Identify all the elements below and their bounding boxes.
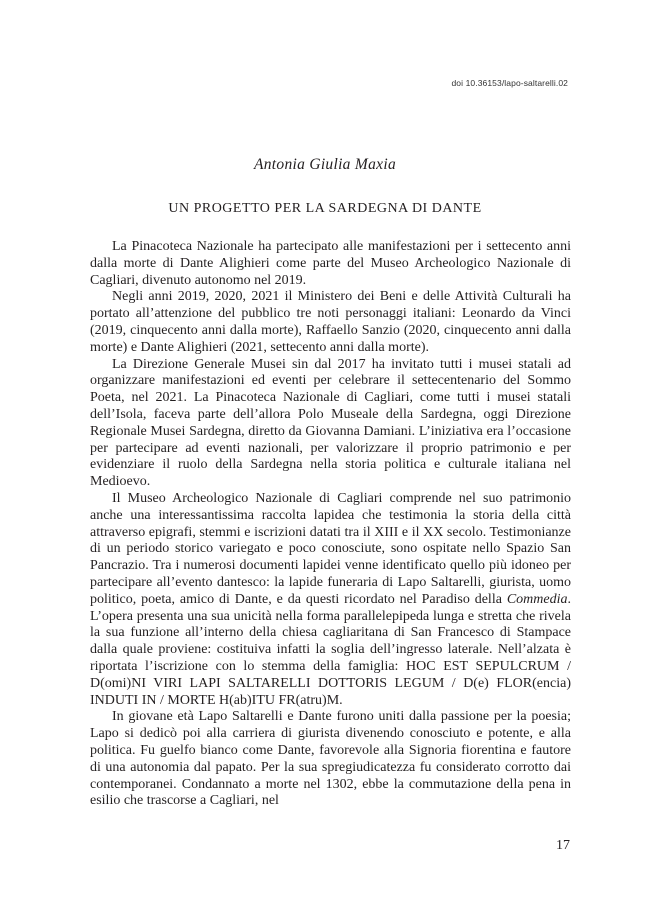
paragraph-1: La Pinacoteca Nazionale ha partecipato alle manifestazioni per i settecento anni dalla morte di Dante Alighieri come parte del Museo Archeologico Nazionale di Cagliari, divenuto autonomo nel 2019.: [90, 239, 571, 288]
commedia-title: Commedia: [506, 591, 568, 607]
paragraph-4-text-before: Il Museo Archeologico Nazionale di Cagliari comprende nel suo patrimonio anche una interessantissima raccolta lapidea che testimonia la storia della città attraverso epigrafi, stemmi e iscrizioni datati tra il XIII e il XX secolo. Testimonianze di un periodo storico variegato e poco conosciute, sono ospitate nello Spazio San Pancrazio. Tra i numerosi documenti lapidei venne identificato quello più idoneo per partecipare all’evento dantesco: la lapide funeraria di Lapo Saltarelli, giurista, uomo politico, poeta, amico di Dante, e da questi ricordato nel Paradiso della: [90, 490, 571, 607]
page-number: 17: [556, 838, 570, 853]
paragraph-2: Negli anni 2019, 2020, 2021 il Ministero dei Beni e delle Attività Culturali ha portato all’attenzione del pubblico tre noti personaggi italiani: Leonardo da Vinci (2019, cinquecento anni dalla morte), Raffaello Sanzio (2020, cinquecento anni dalla morte) e Dante Alighieri (2021, settecento anni dalla morte).: [90, 289, 571, 355]
paragraph-4: [90, 491, 571, 709]
article-body: [90, 239, 571, 810]
paragraph-3: La Direzione Generale Musei sin dal 2017 ha invitato tutti i musei statali ad organizzare manifestazioni ed eventi per celebrare il settecentenario del Sommo Poeta, nel 2021. La Pinacoteca Nazionale di Cagliari, come tutti i musei statali dell’Isola, faceva parte dell’allora Polo Museale della Sardegna, oggi Direzione Regionale Musei Sardegna, diretto da Giovanna Damiani. L’iniziativa era l’occasione per partecipare ad eventi nazionali, per valorizzare il proprio patrimonio e per evidenziare il ruolo della Sardegna nella storia politica e culturale italiana nel Medioevo.: [90, 356, 571, 490]
doi-header: doi 10.36153/lapo-saltarelli.02: [451, 78, 568, 88]
paragraph-4-text-after: . L’opera presenta una sua unicità nella forma parallelepipeda lunga e stretta che rivela la sua funzione all’interno della chiesa cagliaritana di San Francesco di Stampace dalla quale proviene: costituiva infatti la soglia dell’ingresso laterale. Nell’alzata è riportata l’iscrizione con lo stemma della famiglia: HOC EST SEPULCRUM / D(omi)NI VIRI LAPI SALTARELLI DOTTORIS LEGUM / D(e) FLOR(encia) INDUTI IN / MORTE H(ab)ITU FR(atru)M.: [90, 591, 571, 708]
author-name: Antonia Giulia Maxia: [253, 156, 397, 173]
article-title: UN PROGETTO PER LA SARDEGNA DI DANTE: [168, 201, 482, 216]
paragraph-5: In giovane età Lapo Saltarelli e Dante furono uniti dalla passione per la poesia; Lapo si dedicò poi alla carriera di giurista divenendo conosciuto e potente, e alla politica. Fu guelfo bianco come Dante, favorevole alla Signoria fiorentina e fautore di una autonomia dal papato. Per la sua spregiudicatezza fu considerato corrotto dai contemporanei. Condannato a morte nel 1302, ebbe la commutazione della pena in esilio che trascorse a Cagliari, nel: [90, 709, 571, 809]
